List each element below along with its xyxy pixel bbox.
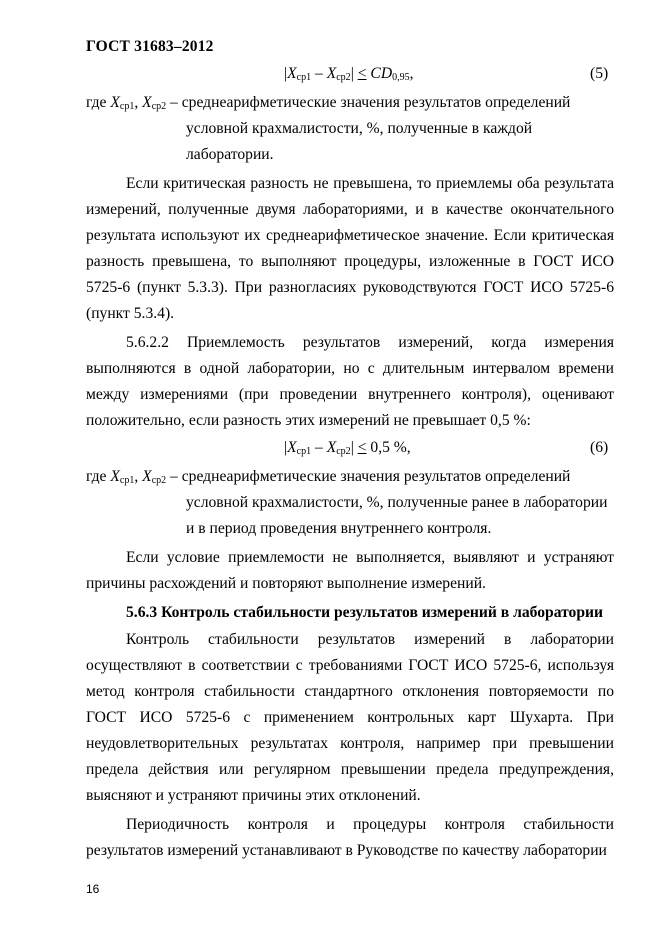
paragraph-2-line: между измерениями (при проведении внутреннего контроля), оценивают [86,386,614,403]
where-clause-1-line3: лаборатории. [186,146,274,163]
where-clause-1-line2: условной крахмалистости, %, полученные в каждой [186,120,533,137]
paragraph-2-line: положительно, если разность этих измерений не превышает 0,5 %: [86,412,531,429]
paragraph-2-line: 5.6.2.2 Приемлемость результатов измерений, когда измерения [126,334,614,351]
paragraph-1-line: Если критическая разность не превышена, то приемлемы оба результата [126,175,614,192]
page-number: 16 [86,882,100,896]
paragraph-3-line: Если условие приемлемости не выполняется, выявляют и устраняют [126,549,614,566]
where-clause-1-line1: где $X_{ср1}$, $X_{ср2}$ – среднеарифметические значения результатов определений [86,94,571,112]
paragraph-4-line: метод контроля стабильности стандартного отклонения повторяемости по [86,683,614,700]
paragraph-4-line: осуществляют в соответствии с требованиями ГОСТ ИСО 5725-6, используя [86,657,614,674]
where-clause-2-line1: где $X_{ср1}$, $X_{ср2}$ – среднеарифметические значения результатов определений [86,468,571,486]
paragraph-4-line: предела действия или регулярном превышении предела предупреждения, [86,761,614,778]
paragraph-1-line: 5725-6 (пункт 5.3.3). При разногласиях руководствуются ГОСТ ИСО 5725-6 [86,279,614,296]
paragraph-2-line: выполняются в одной лаборатории, но с длительным интервалом времени [86,360,614,377]
paragraph-1-line: (пункт 5.3.4). [86,305,175,322]
paragraph-5-line: результатов измерений устанавливают в Руководстве по качеству лаборатории [86,842,607,859]
formula-5-number: (5) [590,65,609,82]
document-header: ГОСТ 31683–2012 [86,38,214,55]
where-clause-2-line3: и в период проведения внутреннего контроля. [186,520,492,537]
paragraph-3-line: причины расхождений и повторяют выполнение измерений. [86,575,486,592]
formula-6-number: (6) [590,439,609,456]
paragraph-4-line: выясняют и устраняют причины этих отклонений. [86,787,421,804]
paragraph-1-line: измерений, полученные двумя лабораториями, и в качестве окончательного [86,201,614,218]
section-title: 5.6.3 Контроль стабильности результатов измерений в лаборатории [126,604,603,621]
paragraph-4-line: неудовлетворительных результатах контроля, например при превышении [86,735,614,752]
paragraph-4-line: Контроль стабильности результатов измерений в лаборатории [126,631,614,648]
formula-5: $|X_{ср1} - X_{ср2}| < CD_{0,95}$, [284,65,414,83]
paragraph-1-line: результата используют их среднеарифметическое значение. Если критическая [86,227,614,244]
formula-6: $|X_{ср1} - X_{ср2}| < 0,5$ %, [284,439,411,457]
where-clause-2-line2: условной крахмалистости, %, полученные ранее в лаборатории [186,494,608,511]
paragraph-4-line: ГОСТ ИСО 5725-6 с применением контрольных карт Шухарта. При [86,709,614,726]
paragraph-1-line: разность превышена, то выполняют процедуры, изложенные в ГОСТ ИСО [86,253,614,270]
paragraph-5-line: Периодичность контроля и процедуры контроля стабильности [126,816,614,833]
